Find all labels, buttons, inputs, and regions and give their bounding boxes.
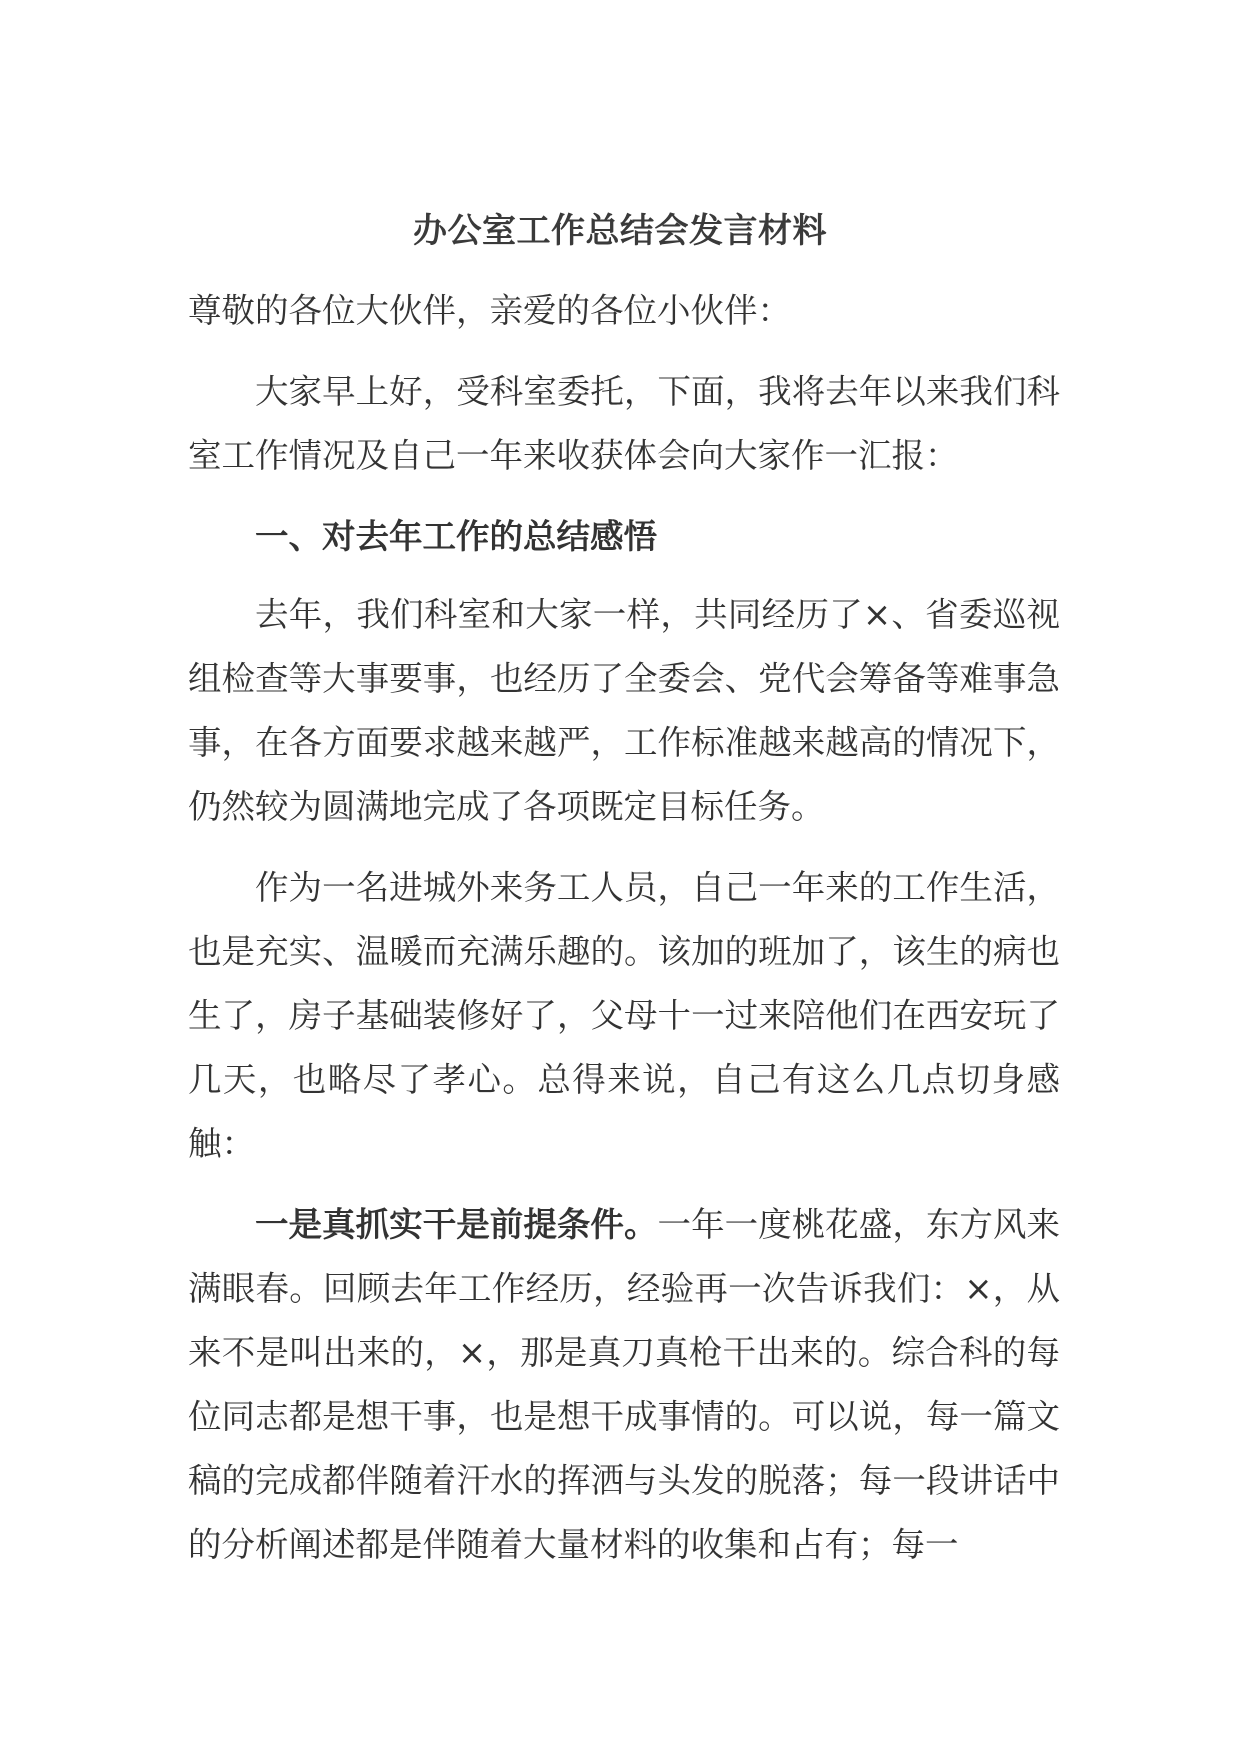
intro-paragraph: 大家早上好，受科室委托，下面，我将去年以来我们科室工作情况及自己一年来收获体会向大家作一汇报：	[188, 372, 1060, 475]
section-heading: 一、对去年工作的总结感悟	[255, 517, 657, 556]
paragraph-summary: 去年，我们科室和大家一样，共同经历了×、省委巡视组检查等大事要事，也经历了全委会、党代会筹备等难事急事，在各方面要求越来越严，工作标准越来越高的情况下，仍然较为圆满地完成了各项既定目标任务。	[188, 595, 1060, 826]
point-one-lead: 一是真抓实干是前提条件。	[255, 1205, 658, 1244]
paragraph-point-one	[188, 1193, 1060, 1577]
document-title: 办公室工作总结会发言材料	[413, 211, 827, 251]
paragraph-personal: 作为一名进城外来务工人员，自己一年来的工作生活，也是充实、温暖而充满乐趣的。该加的班加了，该生的病也生了，房子基础装修好了，父母十一过来陪他们在西安玩了几天，也略尽了孝心。总得来说，自己有这么几点切身感触：	[188, 868, 1060, 1163]
document-body	[188, 279, 1060, 1577]
point-one-body: 一年一度桃花盛，东方风来满眼春。回顾去年工作经历，经验再一次告诉我们：×，从来不是叫出来的，×，那是真刀真枪干出来的。综合科的每位同志都是想干事，也是想干成事情的。可以说，每一篇文稿的完成都伴随着汗水的挥洒与头发的脱落；每一段讲话中的分析阐述都是伴随着大量材料的收集和占有；每一	[188, 1205, 1061, 1564]
salutation: 尊敬的各位大伙伴，亲爱的各位小伙伴：	[188, 291, 791, 330]
